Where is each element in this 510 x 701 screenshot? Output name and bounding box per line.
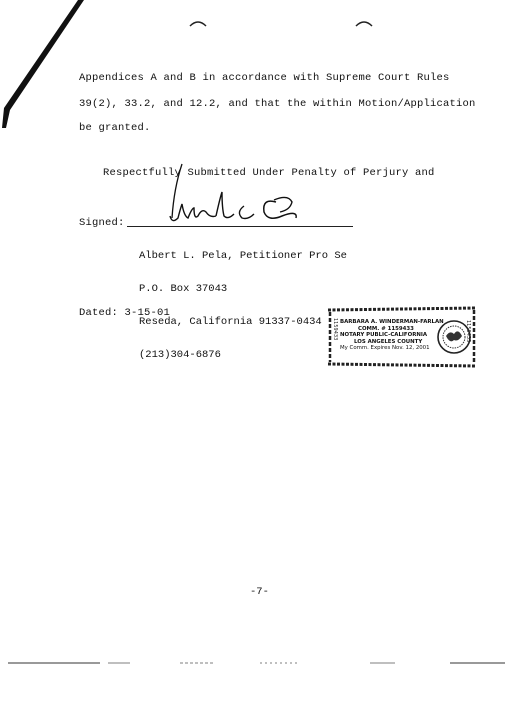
punch-hole-left <box>188 18 208 28</box>
notary-stamp-text <box>340 319 448 352</box>
signed-label: Signed: <box>79 217 125 229</box>
notary-expiry: My Comm. Expires Nov. 12, 2001 <box>340 345 430 352</box>
dated-line: Dated: 3-15-01 <box>79 307 171 319</box>
notary-county: LOS ANGELES COUNTY <box>354 338 423 345</box>
signer-phone: (213)304-6876 <box>139 349 221 361</box>
punch-hole-right <box>354 18 374 28</box>
scan-edge-mark <box>0 0 90 130</box>
closing-line: Respectfully Submitted Under Penalty of Perjury and <box>103 167 435 179</box>
bottom-scan-rule <box>0 661 510 665</box>
notary-title: NOTARY PUBLIC-CALIFORNIA <box>340 332 428 339</box>
page-number: -7- <box>250 586 269 598</box>
signer-block <box>139 229 347 383</box>
notary-name: BARBARA A. WINDERMAN-FARLAN <box>340 319 444 325</box>
body-line-3: be granted. <box>79 122 151 134</box>
signer-address-line2: Reseda, California 91337-0434 <box>139 316 322 328</box>
svg-text:1159433: 1159433 <box>465 320 471 343</box>
body-line-2: 39(2), 33.2, and 12.2, and that the within Motion/Application <box>79 98 476 110</box>
signer-name: Albert L. Pela, Petitioner Pro Se <box>139 250 347 262</box>
signer-address-line1: P.O. Box 37043 <box>139 283 228 295</box>
notary-stamp <box>326 306 478 368</box>
body-line-1: Appendices A and B in accordance with Supreme Court Rules <box>79 72 450 84</box>
notary-commission: COMM. # 1159433 <box>358 325 414 332</box>
svg-text:1159433: 1159433 <box>332 318 338 341</box>
